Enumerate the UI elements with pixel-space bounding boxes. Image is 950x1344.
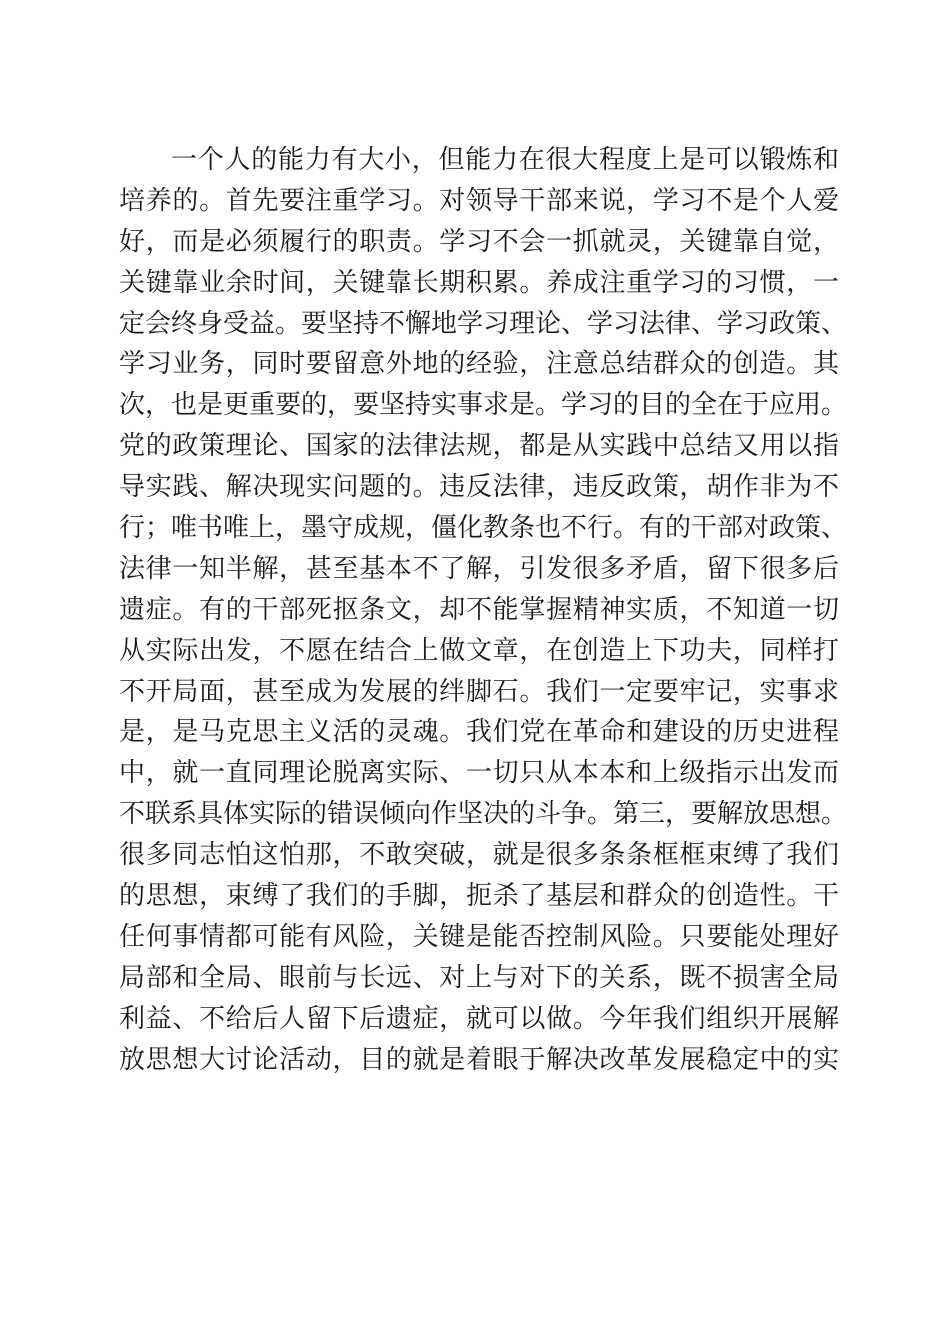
paragraph-line: 好，而是必须履行的职责。学习不会一抓就灵，关键靠自觉，	[119, 226, 839, 257]
paragraph-line: 从实际出发，不愿在结合上做文章，在创造上下功夫，同样打	[119, 635, 839, 666]
paragraph-line: 党的政策理论、国家的法律法规，都是从实践中总结又用以指	[119, 431, 839, 462]
paragraph-line: 一个人的能力有大小，但能力在很大程度上是可以锻炼和	[171, 145, 839, 175]
paragraph-line: 利益、不给后人留下后遗症，就可以做。今年我们组织开展解	[119, 1003, 839, 1034]
paragraph-line: 放思想大讨论活动，目的就是着眼于解决改革发展稳定中的实	[119, 1044, 839, 1075]
paragraph-line: 次，也是更重要的，要坚持实事求是。学习的目的全在于应用。	[119, 390, 848, 421]
paragraph-line: 行；唯书唯上，墨守成规，僵化教条也不行。有的干部对政策、	[119, 513, 848, 544]
paragraph-line: 的思想，束缚了我们的手脚，扼杀了基层和群众的创造性。干	[119, 881, 839, 912]
paragraph-line: 不联系具体实际的错误倾向作坚决的斗争。第三，要解放思想。	[119, 799, 848, 830]
paragraph-line: 学习业务，同时要留意外地的经验，注意总结群众的创造。其	[119, 349, 839, 380]
body-paragraph	[119, 140, 848, 1080]
paragraph-line: 很多同志怕这怕那，不敢突破，就是很多条条框框束缚了我们	[119, 840, 839, 871]
paragraph-line: 是，是马克思主义活的灵魂。我们党在革命和建设的历史进程	[119, 717, 839, 748]
paragraph-line: 定会终身受益。要坚持不懈地学习理论、学习法律、学习政策、	[119, 308, 848, 339]
paragraph-line: 导实践、解决现实问题的。违反法律，违反政策，胡作非为不	[119, 472, 839, 503]
paragraph-line: 中，就一直同理论脱离实际、一切只从本本和上级指示出发而	[119, 758, 839, 789]
paragraph-line: 任何事情都可能有风险，关键是能否控制风险。只要能处理好	[119, 921, 839, 952]
paragraph-line: 局部和全局、眼前与长远、对上与对下的关系，既不损害全局	[119, 962, 839, 993]
paragraph-line: 培养的。首先要注重学习。对领导干部来说，学习不是个人爱	[119, 185, 839, 216]
paragraph-line: 关键靠业余时间，关键靠长期积累。养成注重学习的习惯，一	[119, 267, 839, 298]
paragraph-line: 法律一知半解，甚至基本不了解，引发很多矛盾，留下很多后	[119, 553, 839, 584]
paragraph-line: 不开局面，甚至成为发展的绊脚石。我们一定要牢记，实事求	[119, 676, 839, 707]
paragraph-line: 遗症。有的干部死抠条文，却不能掌握精神实质，不知道一切	[119, 594, 839, 625]
